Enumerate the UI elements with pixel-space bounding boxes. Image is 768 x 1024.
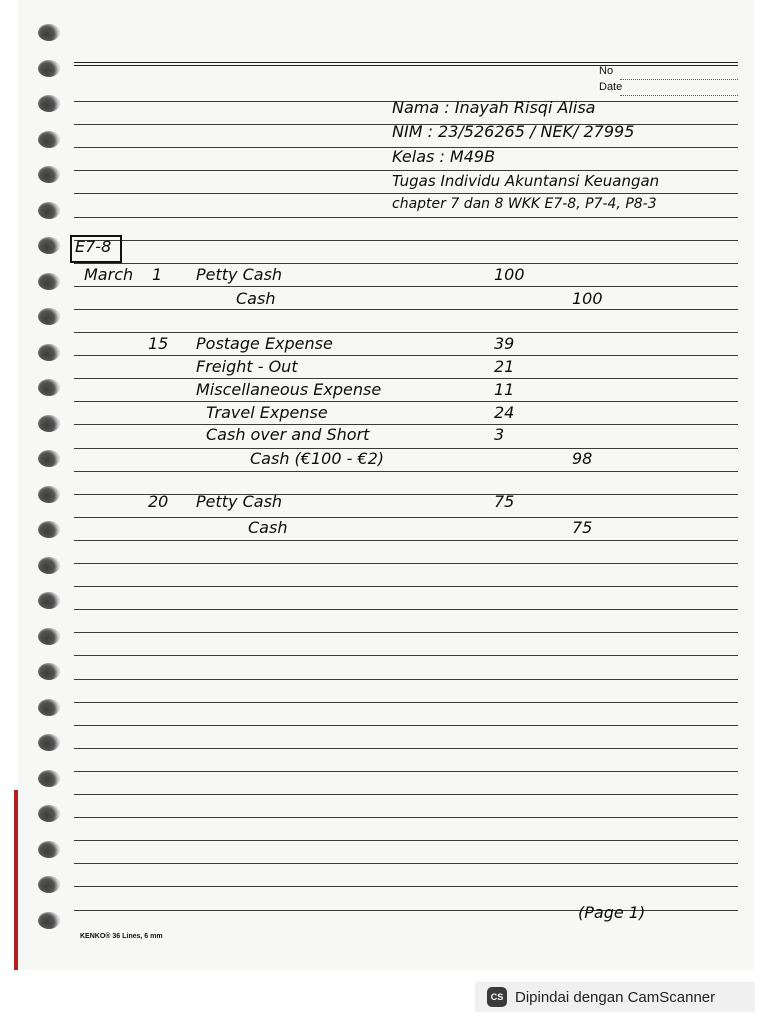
- journal-account: Freight - Out: [196, 357, 298, 376]
- binder-hole: [38, 912, 60, 929]
- ruled-line: [74, 609, 738, 610]
- binder-hole: [38, 557, 60, 574]
- journal-account: Cash: [248, 518, 288, 537]
- ruled-line: [74, 540, 738, 541]
- exercise-label: E7-8: [75, 237, 112, 256]
- binder-hole: [38, 415, 60, 432]
- journal-debit: 3: [494, 425, 505, 444]
- ruled-line: [74, 679, 738, 680]
- journal-account: Travel Expense: [206, 403, 328, 422]
- ruled-line: [74, 401, 738, 402]
- ruled-line: [74, 725, 738, 726]
- binder-hole: [38, 237, 60, 254]
- camscanner-logo: CS: [487, 987, 507, 1007]
- binder-hole: [38, 734, 60, 751]
- binder-hole: [38, 663, 60, 680]
- binder-hole: [38, 308, 60, 325]
- ruled-line: [74, 217, 738, 218]
- journal-account: Petty Cash: [196, 265, 283, 284]
- journal-account: Petty Cash: [196, 492, 283, 511]
- ruled-line: [74, 286, 738, 287]
- binder-hole: [38, 131, 60, 148]
- ruled-line: [74, 563, 738, 564]
- journal-credit: 98: [572, 449, 593, 468]
- name-line: Nama : Inayah Risqi Alisa: [392, 98, 596, 117]
- notebook-page: [18, 0, 754, 970]
- binder-hole: [38, 841, 60, 858]
- journal-account: Postage Expense: [196, 334, 333, 353]
- journal-date: March: [84, 265, 134, 284]
- binder-hole: [38, 379, 60, 396]
- ruled-line: [74, 886, 738, 887]
- binder-hole: [38, 166, 60, 183]
- page-edge-stripe: [14, 790, 18, 970]
- kelas-line: Kelas : M49B: [392, 147, 496, 166]
- page-number: (Page 1): [578, 903, 646, 922]
- no-label: No: [599, 65, 614, 77]
- ruled-line: [74, 332, 738, 333]
- binder-hole: [38, 805, 60, 822]
- binder-hole: [38, 699, 60, 716]
- ruled-line: [74, 655, 738, 656]
- journal-debit: 75: [494, 492, 515, 511]
- ruled-line: [74, 771, 738, 772]
- binder-hole: [38, 628, 60, 645]
- binder-hole: [38, 60, 60, 77]
- binder-hole: [38, 486, 60, 503]
- ruled-line: [74, 494, 738, 495]
- camscanner-text: Dipindai dengan CamScanner: [515, 988, 716, 1006]
- binder-hole: [38, 592, 60, 609]
- ruled-line: [74, 263, 738, 264]
- ruled-line: [74, 840, 738, 841]
- ruled-line: [74, 586, 738, 587]
- ruled-line: [74, 355, 738, 356]
- binder-hole: [38, 24, 60, 41]
- camscanner-watermark: [475, 982, 755, 1012]
- task-line: Tugas Individu Akuntansi Keuangan: [392, 172, 660, 190]
- binder-hole: [38, 450, 60, 467]
- journal-account: Cash over and Short: [206, 425, 370, 444]
- journal-credit: 75: [572, 518, 593, 537]
- binder-hole: [38, 876, 60, 893]
- ruled-line: [74, 240, 738, 241]
- chapter-line: chapter 7 dan 8 WKK E7-8, P7-4, P8-3: [392, 196, 657, 212]
- ruled-line: [74, 817, 738, 818]
- journal-account: Miscellaneous Expense: [196, 380, 382, 399]
- binder-hole: [38, 95, 60, 112]
- journal-debit: 24: [494, 403, 515, 422]
- ruled-line: [74, 378, 738, 379]
- ruled-line: [74, 632, 738, 633]
- journal-account: Cash (€100 - €2): [250, 449, 385, 468]
- ruled-line: [74, 448, 738, 449]
- binder-hole: [38, 273, 60, 290]
- notebook-brand: KENKO® 36 Lines, 6 mm: [80, 933, 163, 940]
- journal-debit: 39: [494, 334, 515, 353]
- top-rule: [74, 62, 738, 63]
- journal-debit: 21: [494, 357, 515, 376]
- ruled-line: [74, 863, 738, 864]
- no-field: [620, 79, 738, 80]
- journal-credit: 100: [572, 289, 603, 308]
- journal-debit: 11: [494, 380, 515, 399]
- binder-hole: [38, 344, 60, 361]
- journal-debit: 100: [494, 265, 525, 284]
- binder-hole: [38, 521, 60, 538]
- journal-day: 1: [152, 265, 163, 284]
- binder-hole: [38, 770, 60, 787]
- date-field: [620, 95, 738, 96]
- journal-day: 20: [148, 492, 169, 511]
- ruled-line: [74, 794, 738, 795]
- ruled-line: [74, 517, 738, 518]
- date-label: Date: [599, 81, 623, 93]
- journal-day: 15: [148, 334, 169, 353]
- binder-hole: [38, 202, 60, 219]
- ruled-line: [74, 424, 738, 425]
- ruled-line: [74, 748, 738, 749]
- ruled-line: [74, 309, 738, 310]
- ruled-line: [74, 471, 738, 472]
- ruled-line: [74, 702, 738, 703]
- top-rule-inner: [74, 65, 738, 66]
- nim-line: NIM : 23/526265 / NEK/ 27995: [392, 122, 635, 141]
- journal-account: Cash: [236, 289, 276, 308]
